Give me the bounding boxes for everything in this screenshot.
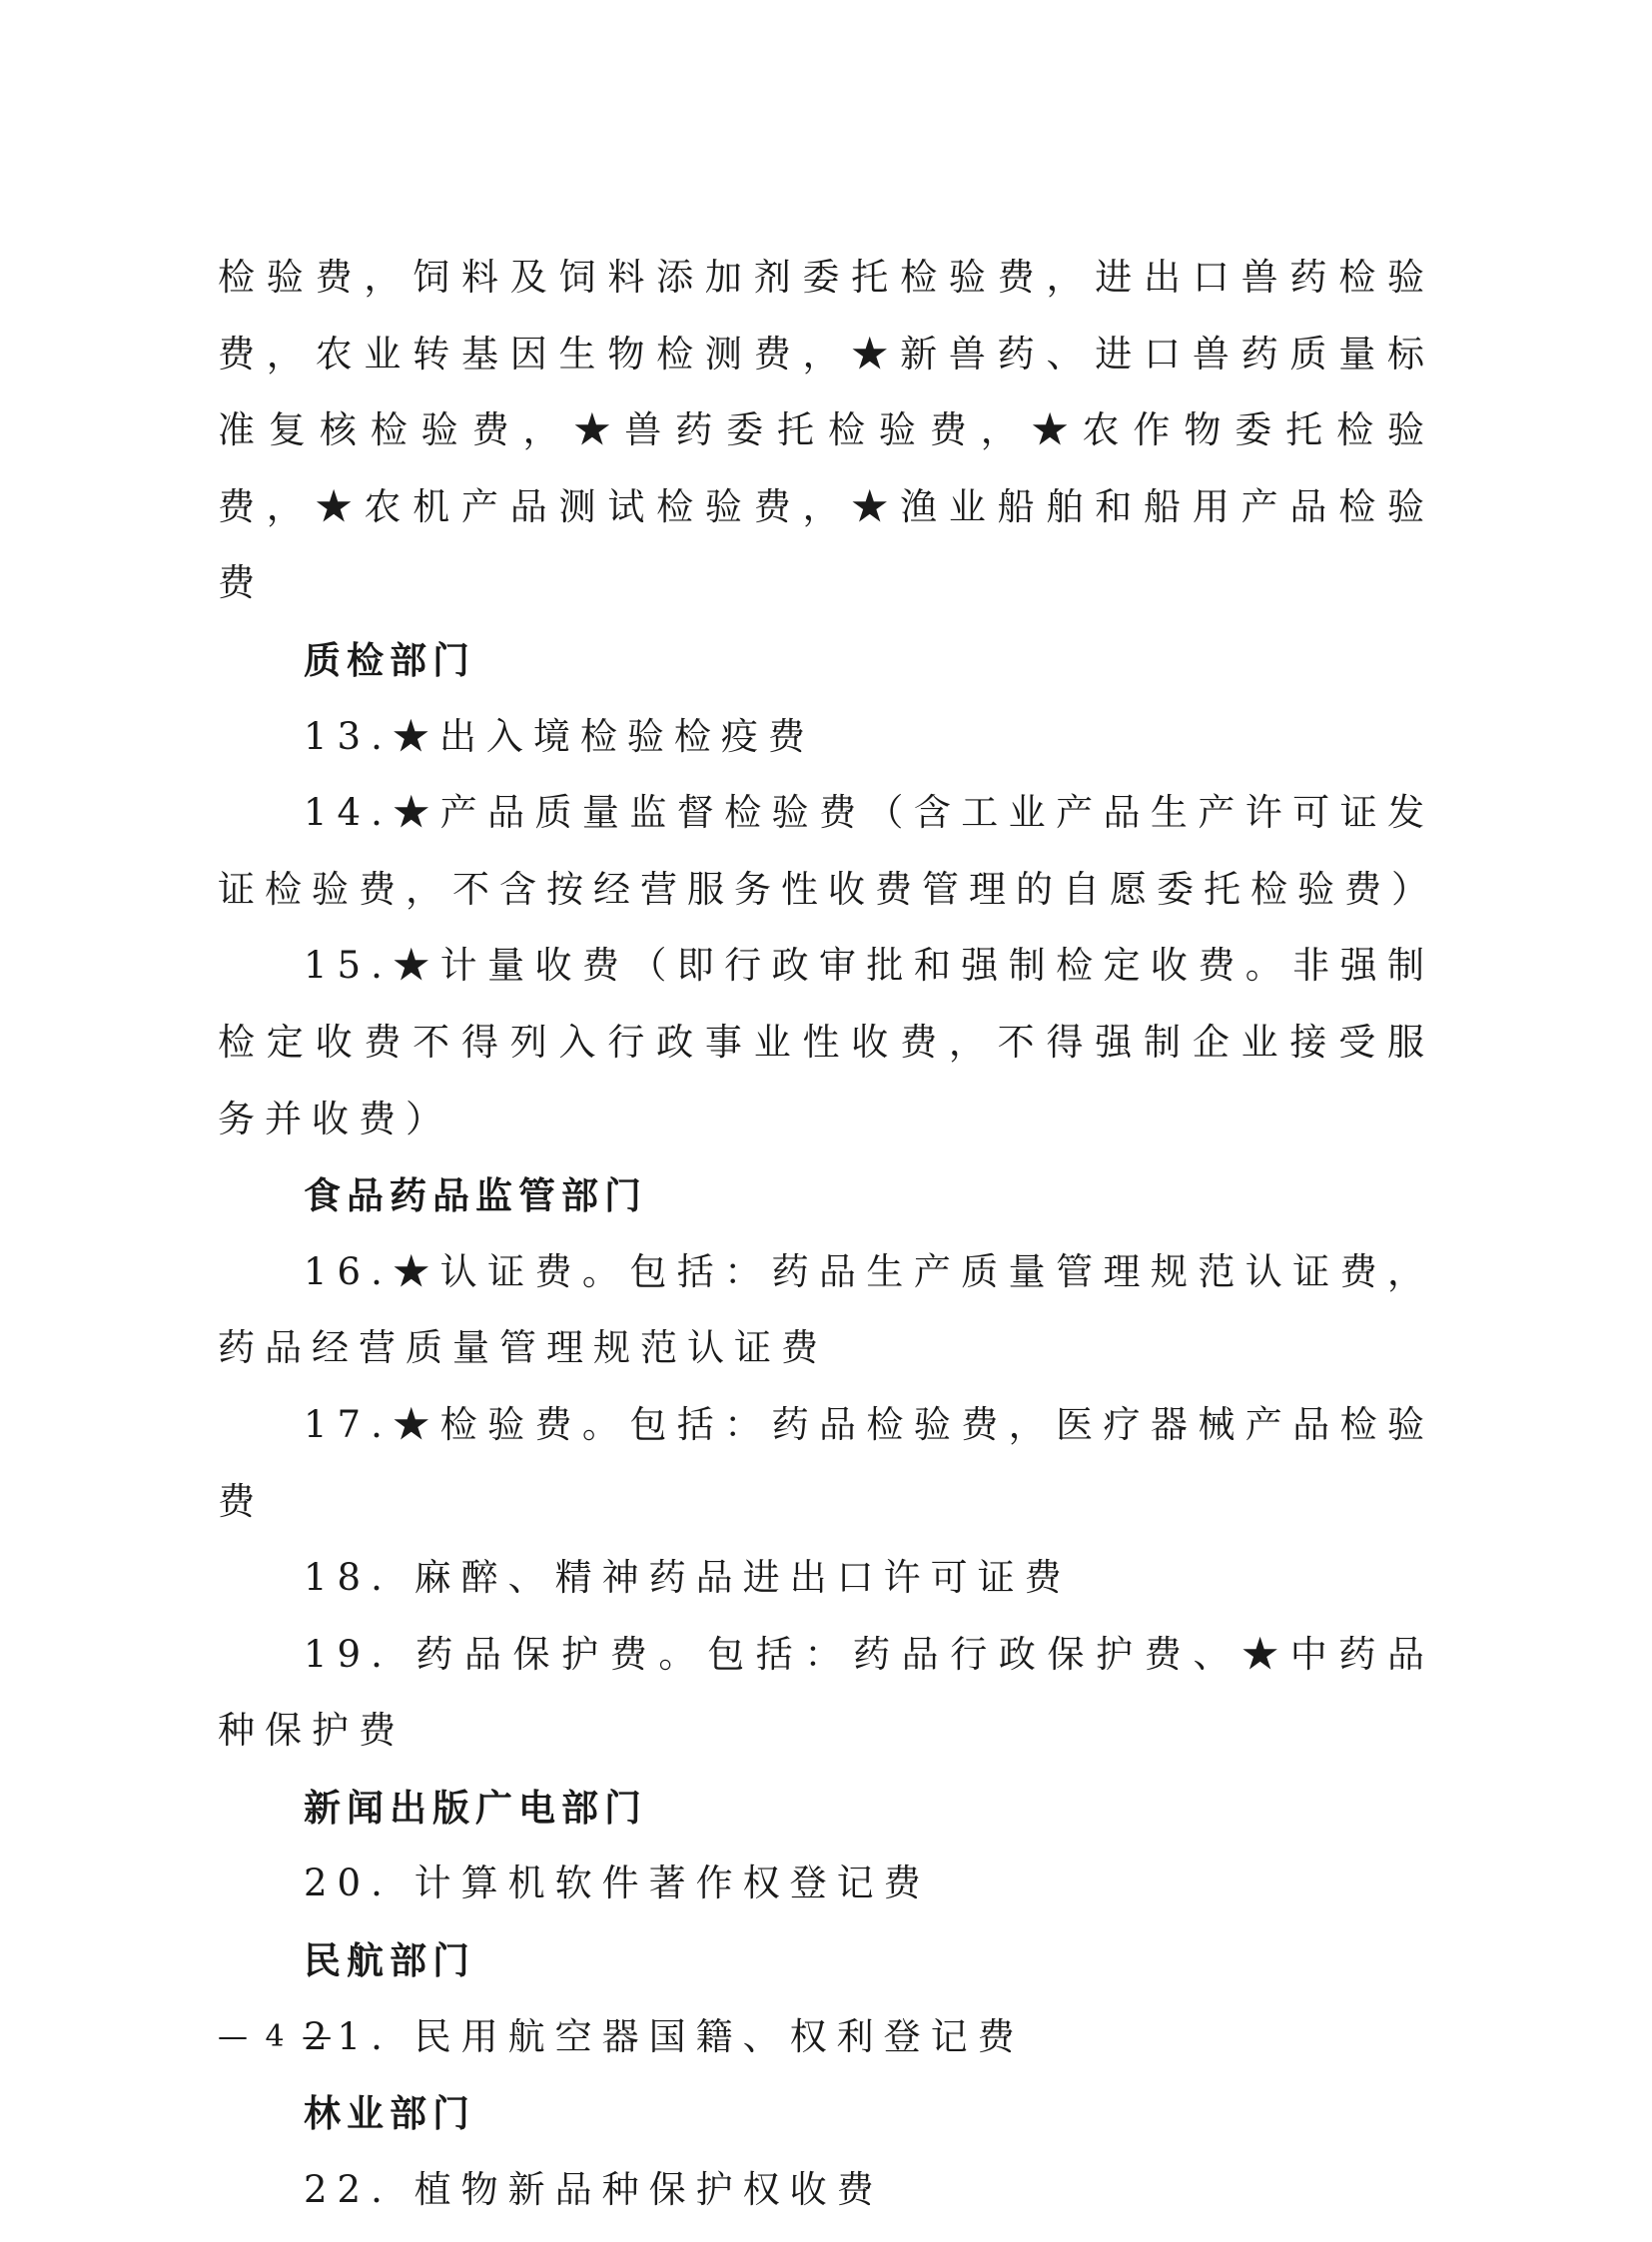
list-item-17: 17.★检验费。包括：药品检验费，医疗器械产品检验费 [218, 1402, 1434, 1523]
section-heading-civil-aviation: 民航部门 [304, 1938, 475, 1983]
section-heading-quality-inspection: 质检部门 [304, 637, 475, 682]
section-heading-food-drug: 食品药品监管部门 [304, 1173, 647, 1218]
list-item-14: 14.★产品质量监督检验费（含工业产品生产许可证发证检验费，不含按经营服务性收费管理的自愿委托检验费） [218, 791, 1438, 911]
list-item-18: 18. 麻醉、精神药品进出口许可证费 [304, 1556, 1072, 1600]
section-heading-forestry: 林业部门 [304, 2091, 475, 2136]
section-heading-press-broadcast: 新闻出版广电部门 [304, 1785, 647, 1830]
paragraph-agri-inspection-fees: 检验费，饲料及饲料添加剂委托检验费，进出口兽药检验费，农业转基因生物检测费，★新兽药、进口兽药质量标准复核检验费，★兽药委托检验费，★农作物委托检验费，★农机产品测试检验费，★渔业船舶和船用产品检验费 [218, 256, 1434, 605]
document-body [218, 240, 1438, 2228]
list-item-20: 20. 计算机软件著作权登记费 [304, 1862, 931, 1905]
list-item-15: 15.★计量收费（即行政审批和强制检定收费。非强制检定收费不得列入行政事业性收费，不得强制企业接受服务并收费） [218, 944, 1434, 1140]
list-item-13: 13.★出入境检验检疫费 [304, 714, 815, 758]
list-item-16: 16.★认证费。包括：药品生产质量管理规范认证费，药品经营质量管理规范认证费 [218, 1249, 1434, 1370]
list-item-22: 22. 植物新品种保护权收费 [304, 2167, 884, 2211]
list-item-21: 21. 民用航空器国籍、权利登记费 [304, 2014, 1025, 2058]
page-number: — 4 — [218, 2019, 337, 2054]
list-item-19: 19. 药品保护费。包括：药品行政保护费、★中药品种保护费 [218, 1632, 1434, 1753]
